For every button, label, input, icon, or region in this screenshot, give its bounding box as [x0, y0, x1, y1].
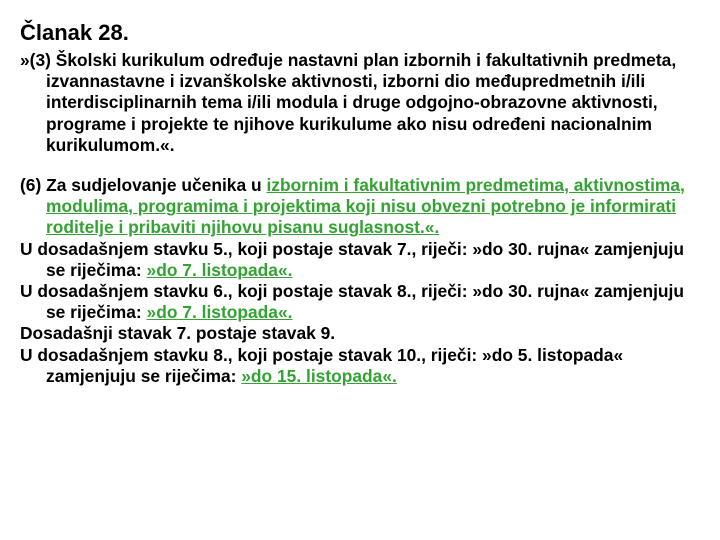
paragraph-amendment-stavak-5: [20, 239, 700, 281]
paragraph-parental-consent: [20, 175, 700, 239]
amended-date-highlight: »do 7. listopada«.: [146, 259, 293, 280]
amended-text-highlight: izbornim i fakultativnim predmetima, aktivnostima, modulima, programima i projektima koji nisu obvezni potrebno je informirati roditelje i pribaviti njihovu pisanu suglasnost.«.: [46, 175, 685, 238]
amended-date-highlight: »do 15. listopada«.: [241, 365, 397, 386]
paragraph-lead-text: (6) Za sudjelovanje učenika u: [20, 175, 267, 196]
paragraph-stavak-renumbering: Dosadašnji stavak 7. postaje stavak 9.: [20, 323, 336, 344]
paragraph-spacer: [20, 156, 700, 175]
paragraph-amendment-stavak-6: [20, 281, 700, 323]
amended-date-highlight: »do 7. listopada«.: [146, 302, 293, 323]
article-title: Članak 28.: [20, 20, 129, 45]
paragraph-lead-text: U dosadašnjem stavku 5., koji postaje stavak 7., riječi: »do 30. rujna« zamjenjuju se riječima:: [20, 238, 684, 280]
paragraph-lead-text: U dosadašnjem stavku 6., koji postaje stavak 8., riječi: »do 30. rujna« zamjenjuju se riječima:: [20, 281, 684, 323]
paragraph-lead-text: U dosadašnjem stavku 8., koji postaje stavak 10., riječi: »do 5. listopada« zamjenjuju se riječima:: [20, 344, 624, 386]
paragraph-school-curriculum: »(3) Školski kurikulum određuje nastavni plan izbornih i fakultativnih predmeta, izvannastavne i izvanškolske aktivnosti, izborni dio međupredmetnih i/ili interdisciplinarnih tema i/ili modula i druge odgojno-obrazovne aktivnosti, programe i projekte te njihove kurikulume ako nisu određeni nacionalnim kurikulumom.«.: [20, 50, 677, 155]
paragraph-amendment-stavak-8: [20, 345, 700, 387]
